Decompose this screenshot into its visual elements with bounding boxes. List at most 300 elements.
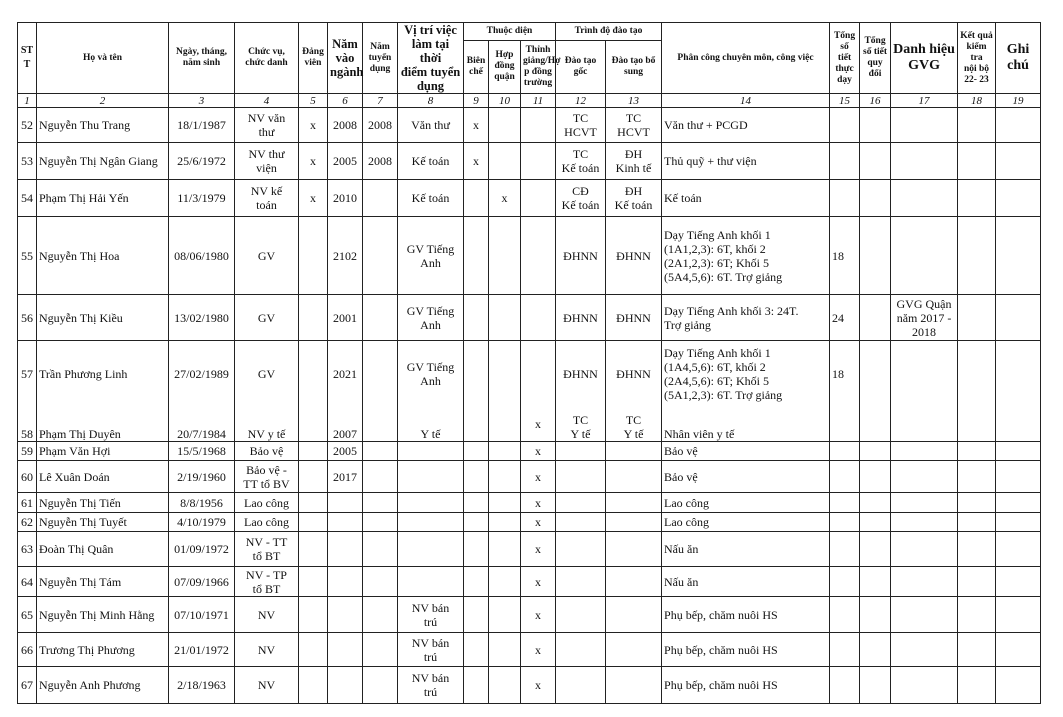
cell-training-bo-sung: [606, 532, 662, 567]
header-converted: Tổng số tiết quy đổi: [860, 23, 891, 94]
cell-stt: 56: [18, 295, 37, 341]
cell-stt: 54: [18, 180, 37, 217]
cell-result: [958, 667, 996, 704]
cell-stt: 57: [18, 341, 37, 407]
column-number: 10: [489, 94, 521, 108]
cell-role: Lao công: [235, 513, 299, 532]
cell-stt: 61: [18, 493, 37, 513]
cell-result: [958, 442, 996, 461]
cell-bien-che: [464, 461, 489, 493]
cell-result: [958, 143, 996, 180]
cell-thinh-giang: [521, 341, 556, 407]
cell-converted: [860, 532, 891, 567]
cell-converted: [860, 295, 891, 341]
cell-dob: 01/09/1972: [169, 532, 235, 567]
cell-stt: 64: [18, 567, 37, 597]
table-row: [18, 442, 1041, 461]
cell-training-bo-sung: [606, 597, 662, 633]
cell-bien-che: [464, 493, 489, 513]
cell-stt: 52: [18, 108, 37, 143]
cell-role: NV: [235, 667, 299, 704]
cell-note: [996, 493, 1041, 513]
cell-assignment: Kế toán: [662, 180, 830, 217]
cell-gvg: [891, 407, 958, 442]
cell-converted: [860, 217, 891, 295]
cell-periods: [830, 461, 860, 493]
header-thinh-giang: Thỉnh giảng/Hợ p đồng trường: [521, 40, 556, 93]
cell-role: GV: [235, 295, 299, 341]
cell-stt: 66: [18, 633, 37, 667]
cell-bien-che: [464, 341, 489, 407]
cell-stt: 58: [18, 407, 37, 442]
cell-result: [958, 407, 996, 442]
cell-gvg: [891, 180, 958, 217]
cell-training-bo-sung: [606, 493, 662, 513]
cell-training-bo-sung: ĐH Kinh tế: [606, 143, 662, 180]
cell-bien-che: [464, 567, 489, 597]
cell-converted: [860, 567, 891, 597]
cell-year-in: 2005: [328, 143, 363, 180]
cell-party: [299, 461, 328, 493]
cell-training-goc: [556, 493, 606, 513]
cell-periods: 18: [830, 217, 860, 295]
cell-stt: 53: [18, 143, 37, 180]
cell-year-in: [328, 597, 363, 633]
cell-periods: [830, 633, 860, 667]
cell-position: Kế toán: [398, 143, 464, 180]
cell-training-goc: TC HCVT: [556, 108, 606, 143]
cell-gvg: [891, 567, 958, 597]
cell-note: [996, 667, 1041, 704]
cell-thinh-giang: x: [521, 633, 556, 667]
cell-hop-dong: [489, 295, 521, 341]
cell-hop-dong: [489, 532, 521, 567]
table-row: [18, 597, 1041, 633]
header-stt: ST T: [18, 23, 37, 94]
cell-periods: [830, 143, 860, 180]
cell-dob: 15/5/1968: [169, 442, 235, 461]
cell-hop-dong: [489, 493, 521, 513]
cell-converted: [860, 461, 891, 493]
cell-assignment: Phụ bếp, chăm nuôi HS: [662, 597, 830, 633]
cell-bien-che: [464, 597, 489, 633]
cell-party: x: [299, 180, 328, 217]
cell-position: NV bán trú: [398, 597, 464, 633]
cell-training-goc: [556, 532, 606, 567]
cell-periods: [830, 667, 860, 704]
column-number: 8: [398, 94, 464, 108]
header-periods: Tổng số tiết thực dạy: [830, 23, 860, 94]
cell-note: [996, 633, 1041, 667]
cell-assignment: Bảo vệ: [662, 461, 830, 493]
cell-converted: [860, 341, 891, 407]
cell-training-bo-sung: TC HCVT: [606, 108, 662, 143]
cell-year-in: [328, 567, 363, 597]
table-row: [18, 513, 1041, 532]
cell-bien-che: x: [464, 108, 489, 143]
cell-dob: 21/01/1972: [169, 633, 235, 667]
cell-stt: 63: [18, 532, 37, 567]
cell-result: [958, 532, 996, 567]
header-result: Kết quả kiểm tra nội bộ 22- 23: [958, 23, 996, 94]
cell-thinh-giang: x: [521, 493, 556, 513]
cell-role: NV - TP tổ BT: [235, 567, 299, 597]
cell-result: [958, 597, 996, 633]
cell-year-hired: [363, 217, 398, 295]
cell-note: [996, 513, 1041, 532]
cell-bien-che: [464, 633, 489, 667]
cell-gvg: [891, 513, 958, 532]
cell-gvg: [891, 442, 958, 461]
cell-training-bo-sung: ĐH Kế toán: [606, 180, 662, 217]
header-hop-dong: Hợp đồng quận: [489, 40, 521, 93]
cell-year-hired: [363, 532, 398, 567]
header-dob: Ngày, tháng, năm sinh: [169, 23, 235, 94]
cell-training-bo-sung: ĐHNN: [606, 341, 662, 407]
cell-dob: 07/10/1971: [169, 597, 235, 633]
cell-training-goc: ĐHNN: [556, 295, 606, 341]
cell-hop-dong: [489, 667, 521, 704]
cell-converted: [860, 667, 891, 704]
cell-thinh-giang: [521, 143, 556, 180]
cell-assignment: Văn thư + PCGD: [662, 108, 830, 143]
cell-result: [958, 461, 996, 493]
cell-name: Đoàn Thị Quân: [37, 532, 169, 567]
cell-assignment: Thủ quỹ + thư viện: [662, 143, 830, 180]
header-bien-che: Biên chế: [464, 40, 489, 93]
cell-year-in: [328, 493, 363, 513]
cell-position: GV Tiếng Anh: [398, 295, 464, 341]
header-year-in: Năm vào ngành: [328, 23, 363, 94]
cell-name: Phạm Văn Hợi: [37, 442, 169, 461]
cell-position: [398, 567, 464, 597]
cell-name: Nguyễn Thu Trang: [37, 108, 169, 143]
cell-dob: 8/8/1956: [169, 493, 235, 513]
header-position: Vị trí việc làm tại thời điểm tuyển dụng: [398, 23, 464, 94]
cell-position: Văn thư: [398, 108, 464, 143]
cell-thinh-giang: x: [521, 461, 556, 493]
header-group-type: Thuộc diện: [464, 23, 556, 41]
cell-year-hired: [363, 461, 398, 493]
cell-training-bo-sung: [606, 667, 662, 704]
cell-role: NV: [235, 597, 299, 633]
cell-name: Nguyễn Thị Tám: [37, 567, 169, 597]
cell-bien-che: [464, 667, 489, 704]
cell-converted: [860, 597, 891, 633]
cell-year-hired: [363, 442, 398, 461]
column-number: 11: [521, 94, 556, 108]
cell-year-hired: 2008: [363, 143, 398, 180]
table-row: [18, 341, 1041, 407]
cell-bien-che: [464, 513, 489, 532]
table-row: [18, 295, 1041, 341]
column-number-row: [18, 94, 1041, 108]
cell-thinh-giang: x: [521, 442, 556, 461]
column-number: 19: [996, 94, 1041, 108]
cell-periods: [830, 597, 860, 633]
table-row: [18, 567, 1041, 597]
cell-stt: 65: [18, 597, 37, 633]
cell-stt: 59: [18, 442, 37, 461]
cell-training-bo-sung: [606, 442, 662, 461]
cell-result: [958, 295, 996, 341]
cell-training-goc: TC Y tế: [556, 407, 606, 442]
cell-gvg: GVG Quận năm 2017 - 2018: [891, 295, 958, 341]
cell-hop-dong: [489, 407, 521, 442]
cell-thinh-giang: x: [521, 567, 556, 597]
cell-stt: 55: [18, 217, 37, 295]
cell-note: [996, 180, 1041, 217]
cell-year-hired: [363, 493, 398, 513]
cell-note: [996, 407, 1041, 442]
column-number: 4: [235, 94, 299, 108]
cell-position: [398, 442, 464, 461]
cell-training-bo-sung: [606, 567, 662, 597]
cell-note: [996, 461, 1041, 493]
cell-note: [996, 532, 1041, 567]
cell-year-in: [328, 633, 363, 667]
cell-note: [996, 295, 1041, 341]
cell-training-goc: [556, 513, 606, 532]
table-row: [18, 180, 1041, 217]
cell-result: [958, 341, 996, 407]
cell-hop-dong: [489, 461, 521, 493]
cell-bien-che: x: [464, 143, 489, 180]
cell-thinh-giang: x: [521, 597, 556, 633]
column-number: 5: [299, 94, 328, 108]
column-number: 16: [860, 94, 891, 108]
cell-note: [996, 217, 1041, 295]
cell-name: Phạm Thị Hải Yến: [37, 180, 169, 217]
cell-training-goc: ĐHNN: [556, 217, 606, 295]
cell-year-hired: [363, 295, 398, 341]
cell-assignment: Dạy Tiếng Anh khối 1 (1A1,2,3): 6T, khối 2 (2A1,2,3): 6T; Khối 5 (5A4,5,6): 6T. Trợ giảng: [662, 217, 830, 295]
cell-party: [299, 532, 328, 567]
cell-periods: [830, 407, 860, 442]
cell-hop-dong: [489, 442, 521, 461]
cell-year-in: [328, 513, 363, 532]
cell-party: [299, 513, 328, 532]
header-gvg: Danh hiệu GVG: [891, 23, 958, 94]
cell-name: Nguyễn Anh Phương: [37, 667, 169, 704]
cell-stt: 62: [18, 513, 37, 532]
cell-role: NV thư viện: [235, 143, 299, 180]
cell-year-in: [328, 532, 363, 567]
cell-gvg: [891, 217, 958, 295]
cell-note: [996, 442, 1041, 461]
header-role: Chức vụ, chức danh: [235, 23, 299, 94]
column-number: 6: [328, 94, 363, 108]
cell-thinh-giang: [521, 180, 556, 217]
cell-name: Nguyễn Thị Minh Hằng: [37, 597, 169, 633]
cell-assignment: Nấu ăn: [662, 567, 830, 597]
cell-year-hired: [363, 633, 398, 667]
cell-party: [299, 667, 328, 704]
cell-assignment: Lao công: [662, 493, 830, 513]
cell-periods: [830, 180, 860, 217]
cell-name: Lê Xuân Doán: [37, 461, 169, 493]
cell-hop-dong: [489, 143, 521, 180]
cell-gvg: [891, 633, 958, 667]
cell-periods: 18: [830, 341, 860, 407]
cell-bien-che: [464, 217, 489, 295]
cell-converted: [860, 180, 891, 217]
cell-hop-dong: [489, 567, 521, 597]
table-row: [18, 217, 1041, 295]
cell-year-hired: [363, 341, 398, 407]
cell-stt: 67: [18, 667, 37, 704]
cell-year-hired: [363, 513, 398, 532]
cell-party: [299, 295, 328, 341]
cell-party: x: [299, 143, 328, 180]
cell-stt: 60: [18, 461, 37, 493]
cell-position: NV bán trú: [398, 667, 464, 704]
cell-role: GV: [235, 217, 299, 295]
cell-training-bo-sung: ĐHNN: [606, 295, 662, 341]
cell-bien-che: [464, 407, 489, 442]
cell-gvg: [891, 493, 958, 513]
cell-training-goc: [556, 597, 606, 633]
header-assignment: Phân công chuyên môn, công việc: [662, 23, 830, 94]
header-goc: Đào tạo gốc: [556, 40, 606, 93]
cell-thinh-giang: [521, 108, 556, 143]
cell-position: [398, 493, 464, 513]
header-group-training: Trình độ đào tạo: [556, 23, 662, 41]
cell-assignment: Phụ bếp, chăm nuôi HS: [662, 633, 830, 667]
cell-training-bo-sung: TC Y tế: [606, 407, 662, 442]
cell-hop-dong: [489, 108, 521, 143]
cell-converted: [860, 143, 891, 180]
header-name: Họ và tên: [37, 23, 169, 94]
cell-training-bo-sung: ĐHNN: [606, 217, 662, 295]
cell-gvg: [891, 341, 958, 407]
cell-hop-dong: x: [489, 180, 521, 217]
cell-year-in: 2010: [328, 180, 363, 217]
cell-role: Bảo vệ - TT tổ BV: [235, 461, 299, 493]
cell-year-in: 2007: [328, 407, 363, 442]
cell-name: Nguyễn Thị Hoa: [37, 217, 169, 295]
table-body: [18, 108, 1041, 704]
cell-position: Kế toán: [398, 180, 464, 217]
column-number: 18: [958, 94, 996, 108]
cell-role: NV: [235, 633, 299, 667]
cell-assignment: Nhân viên y tế: [662, 407, 830, 442]
column-number: 17: [891, 94, 958, 108]
cell-position: GV Tiếng Anh: [398, 217, 464, 295]
header-note: Ghi chú: [996, 23, 1041, 94]
cell-periods: [830, 513, 860, 532]
cell-converted: [860, 108, 891, 143]
cell-dob: 2/18/1963: [169, 667, 235, 704]
cell-training-goc: TC Kế toán: [556, 143, 606, 180]
cell-result: [958, 567, 996, 597]
table-row: [18, 461, 1041, 493]
cell-party: [299, 341, 328, 407]
cell-year-in: 2021: [328, 341, 363, 407]
cell-note: [996, 597, 1041, 633]
cell-periods: [830, 532, 860, 567]
staff-table: [17, 22, 1041, 704]
column-number: 7: [363, 94, 398, 108]
cell-result: [958, 217, 996, 295]
cell-periods: [830, 567, 860, 597]
cell-result: [958, 633, 996, 667]
cell-role: NV - TT tổ BT: [235, 532, 299, 567]
cell-converted: [860, 633, 891, 667]
cell-position: Y tế: [398, 407, 464, 442]
cell-name: Nguyễn Thị Ngân Giang: [37, 143, 169, 180]
cell-periods: [830, 493, 860, 513]
cell-dob: 4/10/1979: [169, 513, 235, 532]
cell-name: Nguyễn Thị Kiều: [37, 295, 169, 341]
cell-bien-che: [464, 180, 489, 217]
cell-note: [996, 143, 1041, 180]
cell-hop-dong: [489, 217, 521, 295]
cell-dob: 2/19/1960: [169, 461, 235, 493]
column-number: 1: [18, 94, 37, 108]
cell-note: [996, 108, 1041, 143]
cell-role: GV: [235, 341, 299, 407]
cell-year-in: 2017: [328, 461, 363, 493]
cell-training-goc: [556, 567, 606, 597]
cell-thinh-giang: [521, 295, 556, 341]
cell-dob: 07/09/1966: [169, 567, 235, 597]
cell-position: [398, 513, 464, 532]
cell-year-in: 2008: [328, 108, 363, 143]
cell-training-goc: ĐHNN: [556, 341, 606, 407]
cell-training-goc: [556, 461, 606, 493]
cell-year-hired: [363, 597, 398, 633]
column-number: 14: [662, 94, 830, 108]
cell-note: [996, 341, 1041, 407]
cell-converted: [860, 493, 891, 513]
cell-dob: 20/7/1984: [169, 407, 235, 442]
cell-result: [958, 180, 996, 217]
cell-position: [398, 532, 464, 567]
cell-position: GV Tiếng Anh: [398, 341, 464, 407]
cell-party: [299, 217, 328, 295]
header-bo-sung: Đào tạo bổ sung: [606, 40, 662, 93]
column-number: 15: [830, 94, 860, 108]
cell-training-goc: [556, 633, 606, 667]
cell-result: [958, 513, 996, 532]
cell-assignment: Dạy Tiếng Anh khối 3: 24T. Trợ giảng: [662, 295, 830, 341]
cell-thinh-giang: x: [521, 667, 556, 704]
table-row: [18, 108, 1041, 143]
cell-hop-dong: [489, 633, 521, 667]
cell-name: Trần Phương Linh: [37, 341, 169, 407]
cell-dob: 08/06/1980: [169, 217, 235, 295]
cell-name: Phạm Thị Duyên: [37, 407, 169, 442]
cell-training-goc: [556, 442, 606, 461]
cell-bien-che: [464, 442, 489, 461]
cell-role: Lao công: [235, 493, 299, 513]
cell-role: NV kế toán: [235, 180, 299, 217]
cell-year-hired: [363, 180, 398, 217]
header-year-hired: Năm tuyển dụng: [363, 23, 398, 94]
column-number: 2: [37, 94, 169, 108]
cell-hop-dong: [489, 513, 521, 532]
table-row: [18, 633, 1041, 667]
cell-party: [299, 493, 328, 513]
cell-dob: 25/6/1972: [169, 143, 235, 180]
table-row: [18, 143, 1041, 180]
cell-training-goc: [556, 667, 606, 704]
table-row: [18, 667, 1041, 704]
cell-assignment: Lao công: [662, 513, 830, 532]
cell-periods: 24: [830, 295, 860, 341]
cell-role: NV y tế: [235, 407, 299, 442]
